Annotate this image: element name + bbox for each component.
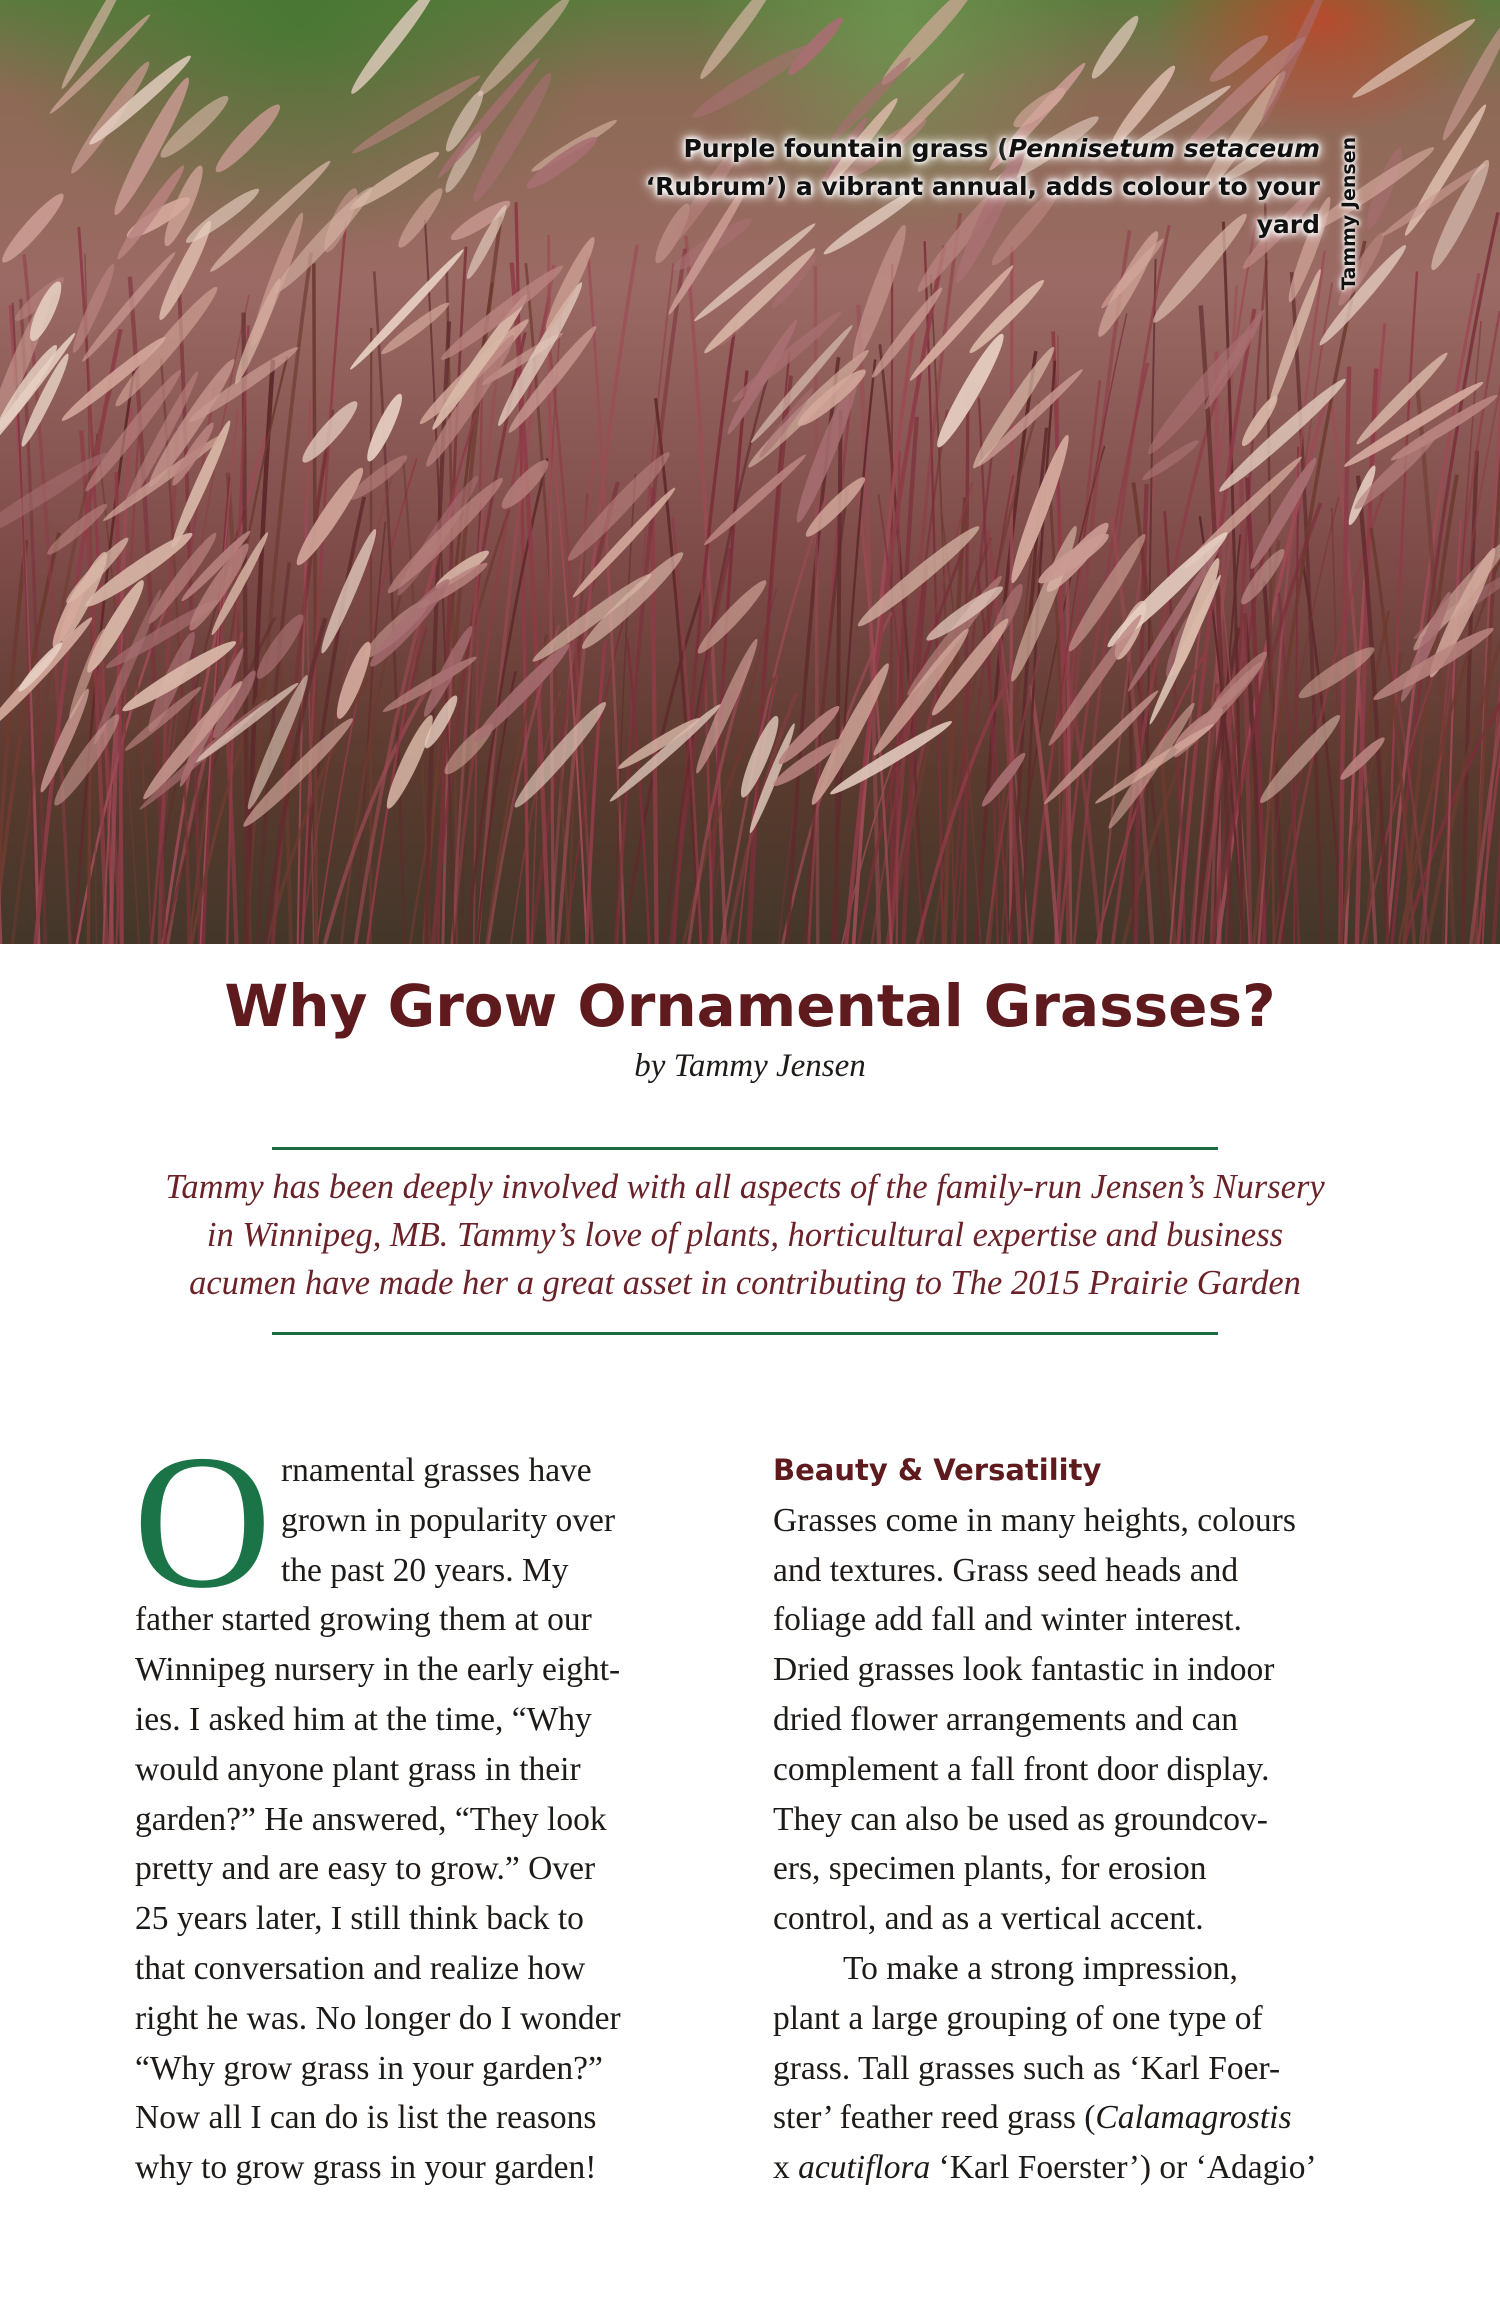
body-line: rnamental grasses have xyxy=(281,1452,592,1489)
body-line: They can also be used as groundcov- xyxy=(773,1800,1268,1838)
article-title: Why Grow Ornamental Grasses? xyxy=(224,972,1276,1040)
body-line: plant a large grouping of one type of xyxy=(773,1999,1263,2037)
body-line: “Why grow grass in your garden?” xyxy=(135,2049,603,2087)
drop-cap: O xyxy=(133,1415,272,1628)
body-line: foliage add fall and winter interest. xyxy=(773,1601,1242,1639)
intro-line: Tammy has been deeply involved with all aspects of the family-run Jensen’s Nursery xyxy=(165,1168,1325,1206)
author-intro xyxy=(130,1163,1360,1307)
body-line: ies. I asked him at the time, “Why xyxy=(135,1700,592,1738)
body-line: Winnipeg nursery in the early eight- xyxy=(135,1651,621,1689)
photo-credit: Tammy Jensen xyxy=(1338,136,1360,290)
caption-text-2: ‘Rubrum’) a vibrant annual, adds colour to your yard xyxy=(645,172,1320,239)
left-column xyxy=(133,1415,735,2193)
body-line: and textures. Grass seed heads and xyxy=(773,1551,1239,1589)
body-line: ers, specimen plants, for erosion xyxy=(773,1850,1207,1888)
body-line: grown in popularity over xyxy=(281,1501,616,1539)
body-line xyxy=(773,2143,1373,2193)
body-line: dried flower arrangements and can xyxy=(773,1700,1239,1738)
body-line: the past 20 years. My xyxy=(281,1551,569,1589)
body-line xyxy=(773,2093,1373,2143)
body-text: x xyxy=(773,2149,799,2187)
caption-text-1: Purple fountain grass ( xyxy=(683,134,1009,163)
body-line: right he was. No longer do I wonder xyxy=(135,1999,621,2037)
photo-caption xyxy=(600,130,1320,244)
section-heading: Beauty & Versatility xyxy=(773,1453,1102,1487)
body-line: would anyone plant grass in their xyxy=(135,1750,581,1788)
body-line: that conversation and realize how xyxy=(135,1949,586,1987)
species-name: Calamagrostis xyxy=(1095,2099,1292,2137)
body-line: Now all I can do is list the reasons xyxy=(135,2099,597,2137)
intro-rule-top xyxy=(272,1147,1218,1150)
intro-line: in Winnipeg, MB. Tammy’s love of plants, horticultural expertise and business xyxy=(206,1216,1284,1254)
body-line: 25 years later, I still think back to xyxy=(135,1900,584,1938)
intro-line: acumen have made her a great asset in contributing to The 2015 Prairie Garden xyxy=(189,1264,1301,1302)
body-text: ‘Karl Foerster’) or ‘Adagio’ xyxy=(930,2149,1317,2187)
body-line: control, and as a vertical accent. xyxy=(773,1900,1204,1938)
body-line: To make a strong impression, xyxy=(843,1949,1238,1987)
body-line: complement a fall front door display. xyxy=(773,1750,1270,1788)
body-text: ster’ feather reed grass ( xyxy=(773,2099,1096,2137)
right-column xyxy=(773,1446,1373,2193)
intro-rule-bottom xyxy=(272,1332,1218,1335)
body-line: Dried grasses look fantastic in indoor xyxy=(773,1651,1275,1689)
article-byline: by Tammy Jensen xyxy=(634,1048,866,1084)
body-line: garden?” He answered, “They look xyxy=(135,1800,607,1838)
body-line: pretty and are easy to grow.” Over xyxy=(135,1850,596,1888)
body-line: why to grow grass in your garden! xyxy=(135,2149,597,2187)
body-line: grass. Tall grasses such as ‘Karl Foer- xyxy=(773,2049,1281,2087)
header-photo xyxy=(0,0,1500,944)
body-line: father started growing them at our xyxy=(135,1601,592,1639)
caption-species: Pennisetum setaceum xyxy=(1008,134,1320,163)
species-name: acutiflora xyxy=(798,2149,931,2187)
body-line: Grasses come in many heights, colours xyxy=(773,1501,1296,1539)
